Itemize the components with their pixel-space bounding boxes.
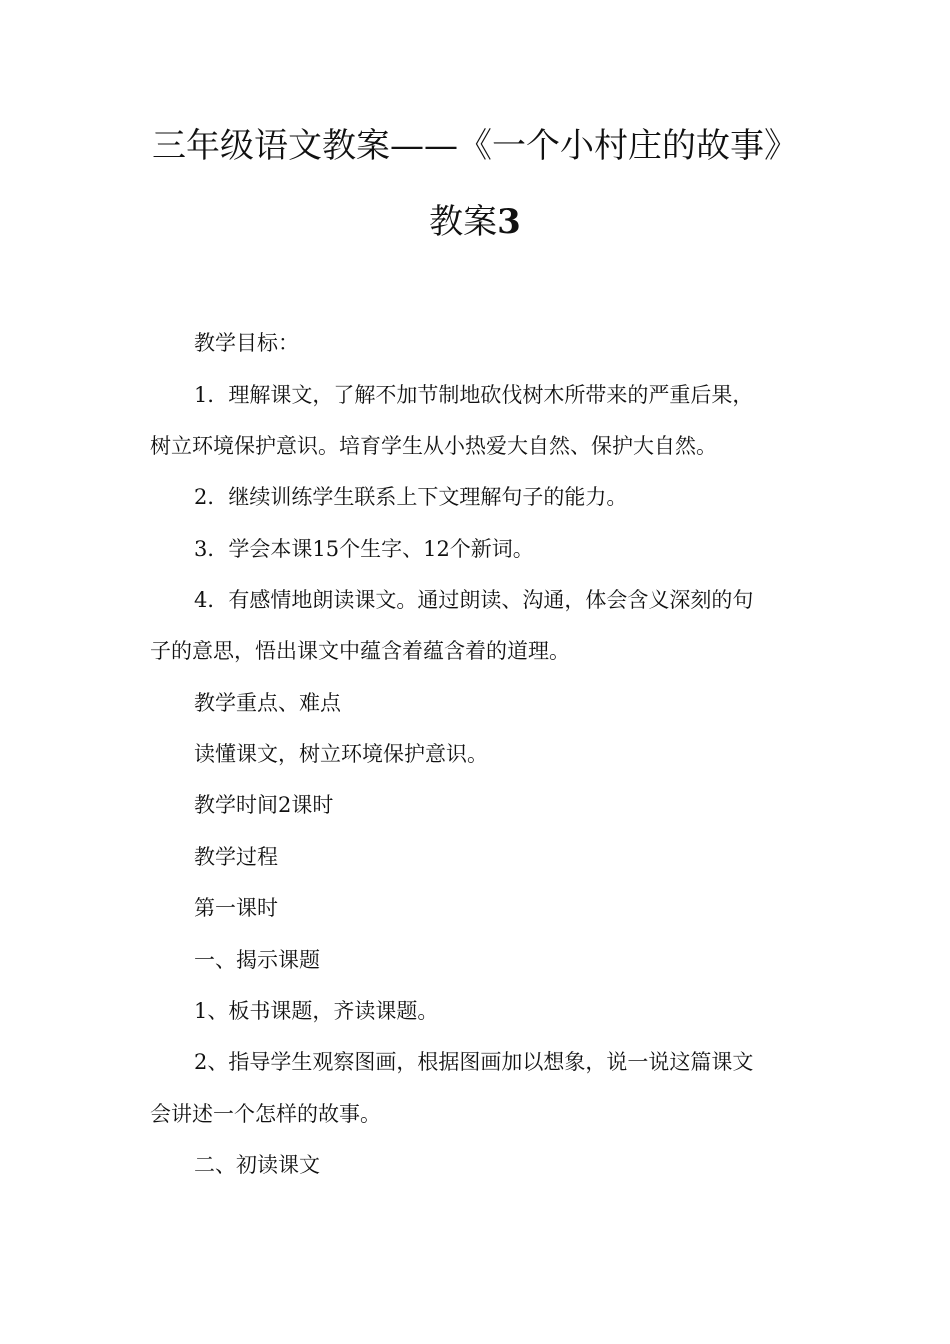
goal-4-line-1: 4．有感情地朗读课文。通过朗读、沟通，体会含义深刻的句: [194, 588, 754, 612]
step-2-line-1: 2、指导学生观察图画，根据图画加以想象，说一说这篇课文: [194, 1050, 754, 1074]
title-number: 3: [497, 202, 521, 242]
key-points-heading: 教学重点、难点: [194, 691, 341, 715]
document-title-line-2: [150, 202, 800, 242]
goals-heading: 教学目标：: [194, 331, 299, 355]
process-heading: 教学过程: [194, 845, 278, 869]
goal-1-line-2: 树立环境保护意识。培育学生从小热爱大自然、保护大自然。: [150, 434, 717, 458]
section-1-heading: 一、揭示课题: [194, 948, 320, 972]
lesson-1-heading: 第一课时: [194, 896, 278, 920]
goal-1-line-1: 1．理解课文，了解不加节制地砍伐树木所带来的严重后果，: [194, 383, 754, 407]
section-2-heading: 二、初读课文: [194, 1153, 320, 1177]
title-text: 教案: [429, 202, 498, 242]
goal-4-line-2: 子的意思，悟出课文中蕴含着蕴含着的道理。: [150, 639, 570, 663]
goal-3: 3．学会本课15个生字、12个新词。: [194, 537, 534, 561]
step-1: 1、板书课题，齐读课题。: [194, 999, 439, 1023]
goal-2: 2．继续训练学生联系上下文理解句子的能力。: [194, 485, 628, 509]
key-points-text: 读懂课文，树立环境保护意识。: [194, 742, 488, 766]
teaching-time: 教学时间2课时: [194, 793, 334, 817]
step-2-line-2: 会讲述一个怎样的故事。: [150, 1102, 381, 1126]
document-title-line-1: 三年级语文教案——《一个小村庄的故事》: [152, 126, 798, 166]
